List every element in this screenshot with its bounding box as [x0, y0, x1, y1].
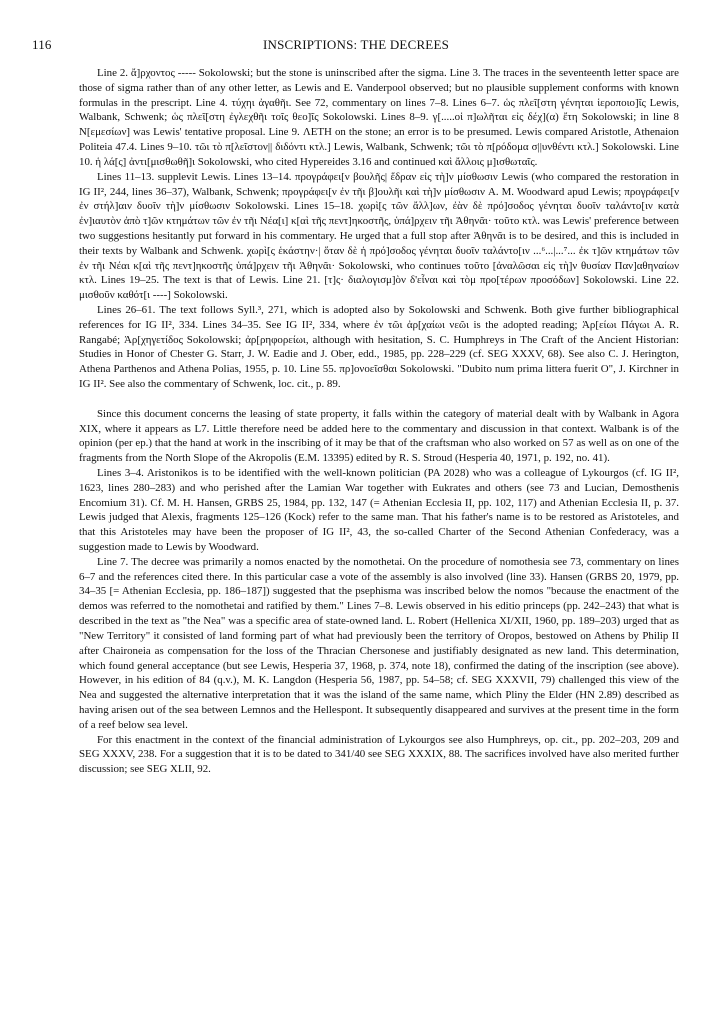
page-header: [32, 37, 680, 55]
paragraph-leasing-state-property: Since this document concerns the leasing of state property, it falls within the category of material dealt with by Walbank in Agora XIX, where it appears as L7. Little therefore need be added here to the commentary and discussion in that context. Walbank is of the opinion (per ep.) that the hand at work in the inscribing of it may be that of the craftsman who also worked on 57 as well as on one of the fragments from the North Slope of the Akropolis (E.M. 13395) edited by R. S. Stroud (Hesperia 40, 1971, p. 192, no. 41).: [79, 407, 679, 465]
commentary-body: [79, 66, 679, 777]
paragraph-lines-26-61: Lines 26–61. The text follows Syll.³, 271, which is adopted also by Sokolowski and Schwenk. Both give further bibliographical references for IG II², 334. Lines 34–35. See IG II², 334, where ἐν τῶι ἀρ[χαίωι νεῶι is the adopted reading; Ἀρ[είωι Πάγωι A. R. Rangabé; Ἀρ[χηγετίδος Sokolowski; ἀρ[ρηφορείωι, although with hesitation, S. C. Humphreys in The Craft of the Ancient Historian: Studies in Honor of Chester G. Starr, J. W. Eadie and J. Ober, edd., 1985, pp. 228–229 (cf. SEG XXXV, 68). See also C. J. Herington, Athena Parthenos and Athena Polias, 1955, p. 10. Line 55. πρ]ονοεῖσθαι Sokolowski. "Dubito num prima littera fuerit O", J. Kirchner in IG II². See also the commentary of Schwenk, loc. cit., p. 89.: [79, 304, 679, 391]
paragraph-aristonikos: Lines 3–4. Aristonikos is to be identified with the well-known politician (PA 2028) who was a colleague of Lykourgos (cf. IG II², 1623, lines 280–283) and who perished after the Lamian War together with Eukrates and others (see 73 and Lucian, Demosthenis Encomium 31). Cf. M. H. Hansen, GRBS 25, 1984, pp. 132, 147 (= Athenian Ecclesia II, pp. 102, 117) and Athenian Ecclesia II, p. 37. Lewis judged that Alexis, fragments 125–126 (Kock) refer to the same man. That his father's name is to be restored as Aristoteles, and that this Aristoteles may have been the proposer of IG II², 43, the so-called Charter of the Second Athenian Confederacy, was a suggestion made to Lewis by Woodward.: [79, 466, 679, 553]
paragraph-nomos-nea: Line 7. The decree was primarily a nomos enacted by the nomothetai. On the procedure of nomothesia see 73, commentary on lines 6–7 and the references cited there. In this particular case a vote of the assembly is also involved (line 33). Hansen (GRBS 20, 1979, pp. 34–35 [= Athenian Ecclesia, pp. 186–187]) suggested that the psephisma was inscribed below the nomos "because the enactment of the demos was referred to the nomothetai and ratified by them." Lines 7–8. Lewis observed in his editio princeps (pp. 242–243) that what is described in the text as "the Nea" was a specific area of state-owned land. L. Robert (Hellenica XI/XII, 1960, pp. 189–203) urged that as "New Territory" it consisted of land forming part of what had previously been the territory of Oropos, bestowed on Athens by Philip II after Chaironeia as compensation for the loss of the Thracian Chersonese and justifiably designated as new land. This determination, which found general acceptance (but see Lewis, Hesperia 37, 1968, p. 374, note 18), confirmed the dating of the inscription (see above). However, in his edition of 84 (q.v.), M. K. Langdon (Hesperia 56, 1987, pp. 54–58; cf. SEG XXXVII, 79) challenged this view of the Nea and suggested the alternative interpretation that it was the island of the same name, which Pliny the Elder (HN 2.89) described as having arisen out of the sea between Lemnos and the Hellespont. It subsequently disappeared and survives at the present time in the form of a reef below sea level.: [79, 555, 679, 731]
running-title: INSCRIPTIONS: THE DECREES: [262, 37, 450, 52]
paragraph-financial-administration: For this enactment in the context of the financial administration of Lykourgos see also Humphreys, op. cit., pp. 202–203, 209 and SEG XXXV, 238. For a suggestion that it is to be dated to 341/40 see SEG XXXIX, 88. The sacrifices involved have also merited further discussion; see SEG XLII, 92.: [79, 733, 679, 776]
paragraph-lines-11-22: Lines 11–13. supplevit Lewis. Lines 13–14. προγράφει[ν βουλῆς| ἕδραν εἰς τὴ]ν μίσθωσιν Lewis (who compared the restoration in IG II², 244, lines 36–37), Walbank, Schwenk; προγράφει[ν ἐν τῆι β]ουλῆι καὶ τὴ]ν μίσθωσιν A. M. Woodward apud Lewis; προγράφει[ν ἐν στήλ]αιν δυοῖν τὴ]ν μίσθωσιν Sokolowski. Lines 15–18. χωρὶ[ς τῶν ἄλλ]ων, ἐὰν δὲ πρό]σοδος γένηται δυοῖν ταλάντο[ιν κατὰ ἐν]ιαυτὸν ἀπὸ τ]ῶν κτημάτων τῶν ἐν τῆι Νέα[ι] κ[αὶ τῆς πεντ]ηκοστῆς, ὑπά]ρχειν τῆι Ἀθηνᾶι· τοῦτο κτλ. was Lewis' preference between two suggestions hesitantly put forward in his commentary. He urged that a full stop after Ἀθηνᾶι is to be desired, and this is included in their texts by Walbank and Schwenk. χωρὶ[ς ἑκάστην·| ὅταν δὲ ἡ πρό]σοδος γένηται δυοῖν ταλάντο[ιν ...⁶...|...⁷... ἐκ τ]ῶν κτημάτων τῶν ἐν τῆι Νέαι κ[αὶ τῆς πεντ]ηκοστῆς ὑπά]ρχειν τῆι Ἀθηνᾶι· Sokolowski, who continues τοῦτο [ἀναλῶσαι εἰς τὴ]ν θυσίαν Παν]αθηναίων κτλ. Lines 19–25. The text is that of Lewis. Line 21. [τ]ς· διαλογισμ]ὸν δ'εἶναι καὶ τὸμ προ[τέρων προσόδων] Sokolowski. Line 22. μισθοῦν καθότ[ι ----] Sokolowski.: [79, 170, 679, 302]
page-number: 116: [32, 37, 52, 52]
paragraph-lines-2-10: Line 2. ἄ]ρχοντος ----- Sokolowski; but the stone is uninscribed after the sigma. Line 3. The traces in the seventeenth letter space are those of sigma rather than of any other letter, as Lewis and E. Vanderpool observed; but no plausible supplement conforms with known formulas in the prescript. Line 4. τύχηι ἀγαθῆι. See 72, commentary on lines 7–8. Lines 6–7. ὡς πλεῖ[στη γένηται ἱεροποιο]ῖς Lewis, Walbank, Schwenk; ὡς πλεῖ[στη ἐγλεχθῆι τοῖς θεο]ῖς Sokolowski. Lines 8–9. γ[.....οἱ π]ωλῆται εἰς δέχ](α) ἔτη Sokolowski; in line 8 N[εμεσίων] was Lewis' tentative proposal. Line 9. ΛΕΤΗ on the stone; an error is to be presumed. Lewis compared Aristotle, Athenaion Politeia 47.4. Lines 9–10. τῶι τὸ π[λεῖστον|| διδόντι κτλ.] Lewis, Walbank, Schwenk; τῶι τὸ π[ρόδομα σ||υνθέντι κτλ.] Sokolowski. Line 10. ἡ λά[ς] ἀντι[μισθωθῆ]ι Sokolowski, who cited Hypereides 3.16 and continued καὶ ἄλλοις μ]ισθωταῖς.: [79, 67, 679, 168]
